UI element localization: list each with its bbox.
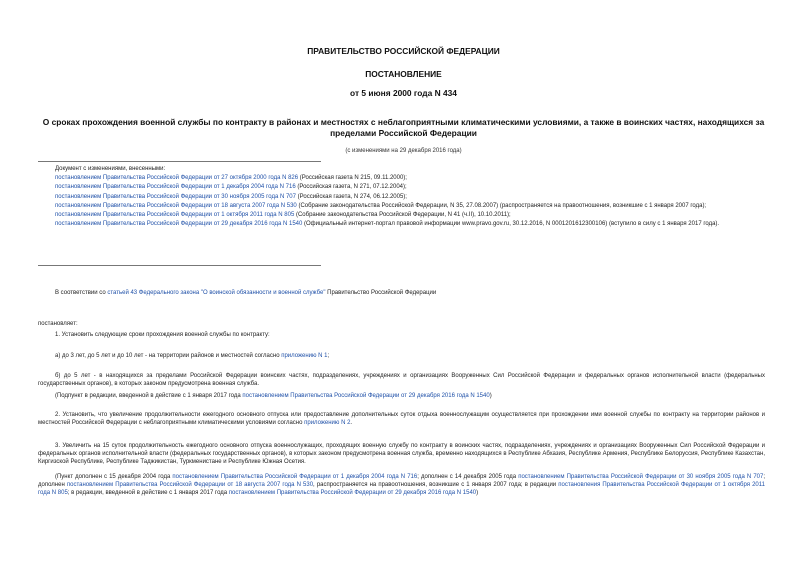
note-text: ; дополнен с 14 декабря 2005 года — [417, 474, 519, 480]
amendments-top-divider — [38, 161, 321, 162]
note-text: ; дополнен — [38, 474, 765, 489]
paragraph-text: ; — [327, 353, 330, 359]
note-text: ) — [489, 393, 492, 399]
paragraph-text: . — [350, 420, 353, 427]
paragraph-1: 1. Установить следующие сроки прохождения военной службы по контракту: — [55, 332, 270, 338]
amendment-source: (Российская газета N 215, 09.11.2000); — [298, 175, 407, 182]
paragraph-3: 3. Увеличить на 15 суток продолжительность ежегодного основного отпуска военнослужащих, проходящих военную службу по контракту в воинских частях, подразделениях, учреждениях и организациях Вооруженных Сил Российской Федерации и федеральных органов исполнительной власти (федеральных государственных органов), в которых законом предусмотрена военная служба, временно находящихся в Республике Абхазия, Республике Армения, Республике Белоруссия, Республике Казахстан, Киргизской Республике, Республике Таджикистан, Туркменистане и Республике Южная Осетия. — [38, 443, 765, 466]
appendix-2-link[interactable]: приложению N 2 — [304, 420, 351, 427]
document-title: О сроках прохождения военной службы по контракту в районах и местностях с неблагоприятными климатическими условиями, а также в воинских частях, находящихся за пределами Российской Федерации — [42, 117, 765, 138]
appendix-1-link[interactable]: приложению N 1 — [281, 353, 328, 359]
amendment-link[interactable]: постановлением Правительства Российской Федерации от 18 августа 2007 года N 530 — [66, 482, 314, 489]
paragraph-1a — [55, 352, 775, 360]
note-text: ; в редакции, введенной в действие с 1 января 2017 года — [67, 490, 229, 497]
amendments-block — [55, 165, 775, 228]
amendment-source: (Собрание законодательства Российской Федерации, N 35, 27.08.2007) (распространяется на правоотношения, возникшие с 1 января 2007 года); — [296, 202, 707, 209]
amendments-bottom-divider — [38, 265, 321, 266]
amendment-link[interactable]: постановления Правительства Российской Федерации от 1 октября 2011 года N 805 — [38, 482, 765, 497]
amendment-link[interactable]: постановлением Правительства Российской Федерации от 29 декабря 2016 года N 1540 — [228, 490, 477, 497]
amendment-link[interactable]: постановлением Правительства Российской Федерации от 27 октября 2000 года N 826 — [55, 175, 299, 182]
amendment-link[interactable]: постановлением Правительства Российской Федерации от 30 ноября 2005 года N 707 — [518, 474, 764, 480]
note-text: ) — [476, 490, 479, 497]
amendment-link[interactable]: постановлением Правительства Российской Федерации от 29 декабря 2016 года N 1540 — [242, 393, 490, 399]
amendment-source: (Российская газета, N 271, 07.12.2004); — [295, 184, 407, 191]
amendment-source: (Собрание законодательства Российской Федерации, N 41 (ч.II), 10.10.2011); — [294, 212, 511, 219]
paragraph-text: а) до 3 лет, до 5 лет и до 10 лет - на территории районов и местностей согласно — [55, 353, 282, 359]
preamble — [55, 289, 775, 297]
amendment-item — [55, 211, 775, 219]
government-heading: ПРАВИТЕЛЬСТВО РОССИЙСКОЙ ФЕДЕРАЦИИ — [307, 46, 500, 56]
paragraph-text: 2. Установить, что увеличение продолжительности ежегодного основного отпуска или предоставление дополнительных суток отдыха военнослужащим осуществляется при прохождении ими военной службы по контракту на территории районов и местностей Российской Федерации с неблагоприятными климатическими условиями согласно — [38, 412, 765, 427]
amendment-link[interactable]: постановлением Правительства Российской Федерации от 1 декабря 2004 года N 716 — [172, 474, 418, 480]
resolves-text: постановляет: — [38, 321, 78, 327]
paragraph-3-note — [38, 473, 765, 498]
amendments-intro: Документ с изменениями, внесенными: — [55, 166, 166, 172]
amendment-item — [38, 202, 775, 210]
amendment-source: (Российская газета, N 274, 06.12.2005); — [295, 193, 407, 200]
amendment-link[interactable]: постановлением Правительства Российской Федерации от 18 августа 2007 года N 530 — [55, 202, 297, 209]
amendment-link[interactable]: постановлением Правительства Российской Федерации от 1 октября 2011 года N 805 — [55, 212, 295, 219]
paragraph-2 — [38, 411, 765, 427]
document-type-heading: ПОСТАНОВЛЕНИЕ — [365, 69, 442, 79]
note-text: (Подпункт в редакции, введенной в действие с 1 января 2017 года — [55, 393, 243, 399]
amendment-item — [55, 183, 775, 191]
amendment-item — [55, 193, 775, 201]
note-text: , распространяется на правоотношения, возникшие с 1 января 2007 года; в редакции — [313, 482, 559, 489]
document-date-number: от 5 июня 2000 года N 434 — [350, 88, 457, 98]
preamble-text: В соответствии со — [55, 290, 108, 296]
amendment-link[interactable]: постановлением Правительства Российской Федерации от 29 декабря 2016 года N 1540 — [55, 221, 303, 228]
amendment-item — [55, 174, 775, 182]
amendment-item — [38, 220, 775, 228]
amendment-link[interactable]: постановлением Правительства Российской Федерации от 30 ноября 2005 года N 707 — [55, 193, 296, 200]
changes-note: (с изменениями на 29 декабря 2016 года) — [345, 148, 462, 154]
preamble-text: Правительство Российской Федерации — [325, 290, 437, 296]
paragraph-1b-note — [55, 392, 775, 400]
paragraph-1b: б) до 5 лет - в находящихся за пределами Российской Федерации воинских частях, подразделениях, учреждениях и организациях Вооруженных Сил Российской Федерации и федеральных органов исполнительной власти (федеральных государственных органов), в которых законом предусмотрена военная служба. — [38, 373, 765, 388]
amendment-source: (Официальный интернет-портал правовой информации www.pravo.gov.ru, 30.12.2016, N 0001201612300106) (вступило в силу с 1 января 2017 года). — [302, 221, 720, 228]
note-text: (Пункт дополнен с 15 декабря 2004 года — [55, 474, 173, 480]
federal-law-link[interactable]: статьей 43 Федерального закона "О воинской обязанности и военной службе" — [107, 290, 326, 296]
amendment-link[interactable]: постановлением Правительства Российской Федерации от 1 декабря 2004 года N 716 — [55, 184, 296, 191]
